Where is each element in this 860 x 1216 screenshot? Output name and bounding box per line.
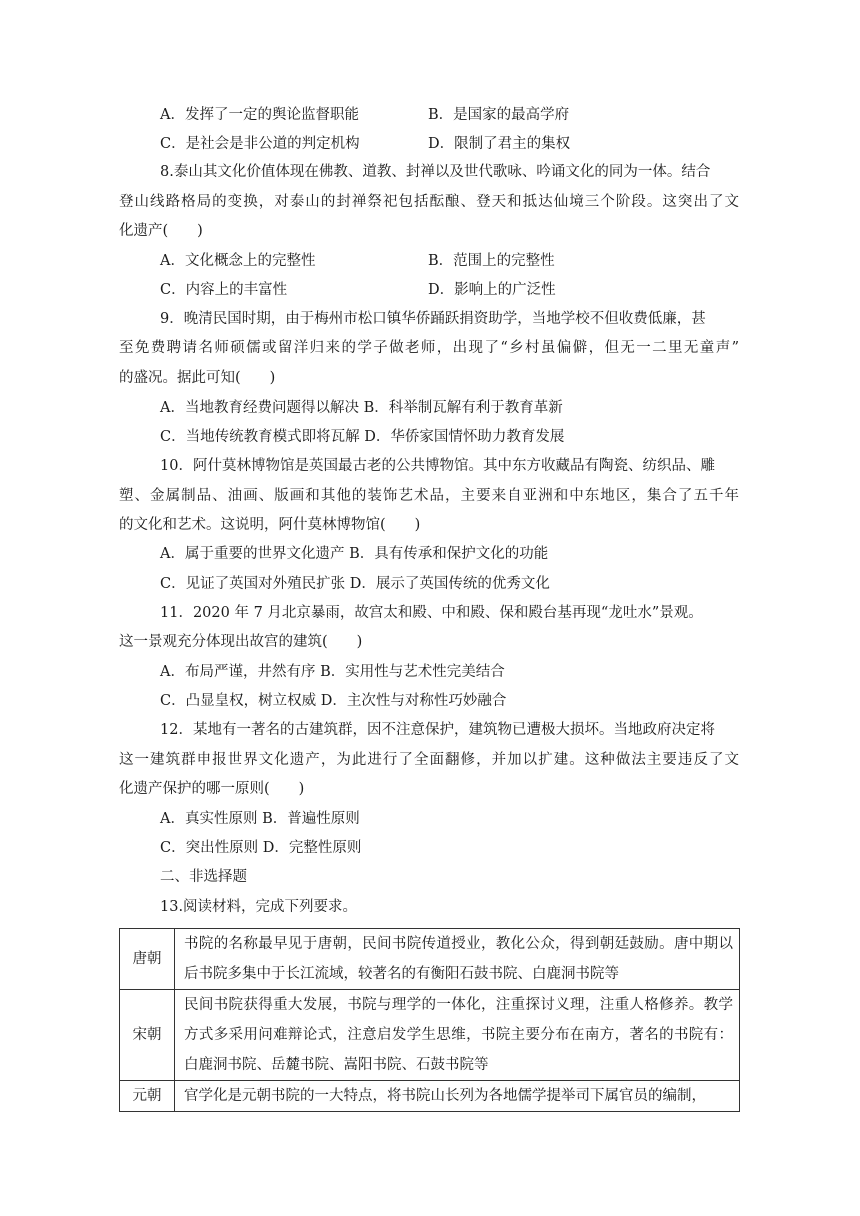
era-cell: 元朝	[120, 1081, 175, 1112]
q13-intro: 13.阅读材料，完成下列要求。	[160, 899, 358, 915]
q10-options-cd: C．见证了英国对外殖民扩张 D．展示了英国传统的优秀文化	[160, 576, 550, 592]
q12-options-cd: C．突出性原则 D．完整性原则	[160, 840, 362, 856]
q11-stem-line-2: 这一景观充分体现出故宫的建筑( )	[119, 634, 363, 650]
q9-stem-line-3: 的盛况。据此可知( )	[119, 370, 276, 386]
desc-cell: 官学化是元朝书院的一大特点，将书院山长列为各地儒学提举司下属官员的编制，	[175, 1081, 740, 1112]
q11-options-ab: A．布局严谨，井然有序 B．实用性与艺术性完美结合	[160, 664, 505, 680]
q8-stem-line-2: 登山线路格局的变换，对泰山的封禅祭祀包括酝酿、登天和抵达仙境三个阶段。这突出了文	[119, 194, 739, 210]
q12-stem-line-2: 这一建筑群申报世界文化遗产，为此进行了全面翻修，并加以扩建。这种做法主要违反了文	[119, 752, 739, 768]
section-title: 二、非选择题	[160, 869, 247, 885]
table-row	[120, 990, 740, 1081]
q9-stem-line-1: 9．晚清民国时期，由于梅州市松口镇华侨踊跃捐资助学，当地学校不但收费低廉，甚	[160, 311, 706, 327]
era-cell: 唐朝	[120, 929, 175, 990]
q7-option-c: C．是社会是非公道的判定机构	[160, 136, 360, 152]
table-row	[120, 929, 740, 990]
q8-option-d: D．影响上的广泛性	[428, 282, 556, 298]
q11-options-cd: C．凸显皇权，树立权威 D．主次性与对称性巧妙融合	[160, 693, 507, 709]
desc-cell: 民间书院获得重大发展，书院与理学的一体化，注重探讨义理，注重人格修养。教学方式多采用问难辩论式，注意启发学生思维，书院主要分布在南方，著名的书院有：白鹿洞书院、岳麓书院、嵩阳书院、石鼓书院等	[175, 990, 740, 1081]
q12-options-ab: A．真实性原则 B．普遍性原则	[160, 811, 360, 827]
q10-options-ab: A．属于重要的世界文化遗产 B．具有传承和保护文化的功能	[160, 546, 549, 562]
q12-stem-line-1: 12．某地有一著名的古建筑群，因不注意保护，建筑物已遭极大损坏。当地政府决定将	[160, 722, 715, 738]
q9-options-ab: A．当地教育经费问题得以解决 B．科举制瓦解有利于教育革新	[160, 400, 563, 416]
desc-cell: 书院的名称最早见于唐朝，民间书院传道授业，教化公众，得到朝廷鼓励。唐中期以后书院多集中于长江流域，较著名的有衡阳石鼓书院、白鹿洞书院等	[175, 929, 740, 990]
q8-option-b: B．范围上的完整性	[428, 253, 555, 269]
q11-stem-line-1: 11．2020 年 7 月北京暴雨，故宫太和殿、中和殿、保和殿台基再现“龙吐水”景观。	[160, 605, 703, 621]
q7-option-a: A．发挥了一定的舆论监督职能	[160, 107, 359, 123]
q8-stem-line-1: 8.泰山其文化价值体现在佛教、道教、封禅以及世代歌咏、吟诵文化的同为一体。结合	[160, 164, 711, 180]
q8-option-c: C．内容上的丰富性	[160, 282, 288, 298]
q10-stem-line-3: 的文化和艺术。这说明，阿什莫林博物馆( )	[119, 517, 421, 533]
q7-option-d: D．限制了君主的集权	[428, 136, 571, 152]
q10-stem-line-2: 塑、金属制品、油画、版画和其他的装饰艺术品，主要来自亚洲和中东地区，集合了五千年	[119, 488, 739, 504]
q12-stem-line-3: 化遗产保护的哪一原则( )	[119, 781, 305, 797]
q9-options-cd: C．当地传统教育模式即将瓦解 D．华侨家国情怀助力教育发展	[160, 429, 565, 445]
material-table	[119, 928, 740, 1112]
table-row	[120, 1081, 740, 1112]
q8-stem-line-3: 化遗产( )	[119, 223, 203, 239]
q7-option-b: B．是国家的最高学府	[428, 107, 570, 123]
era-cell: 宋朝	[120, 990, 175, 1081]
q9-stem-line-2: 至免费聘请名师硕儒或留洋归来的学子做老师，出现了“乡村虽偏僻，但无一二里无童声”	[119, 340, 739, 356]
q10-stem-line-1: 10．阿什莫林博物馆是英国最古老的公共博物馆。其中东方收藏品有陶瓷、纺织品、雕	[160, 458, 715, 474]
q8-option-a: A．文化概念上的完整性	[160, 253, 316, 269]
